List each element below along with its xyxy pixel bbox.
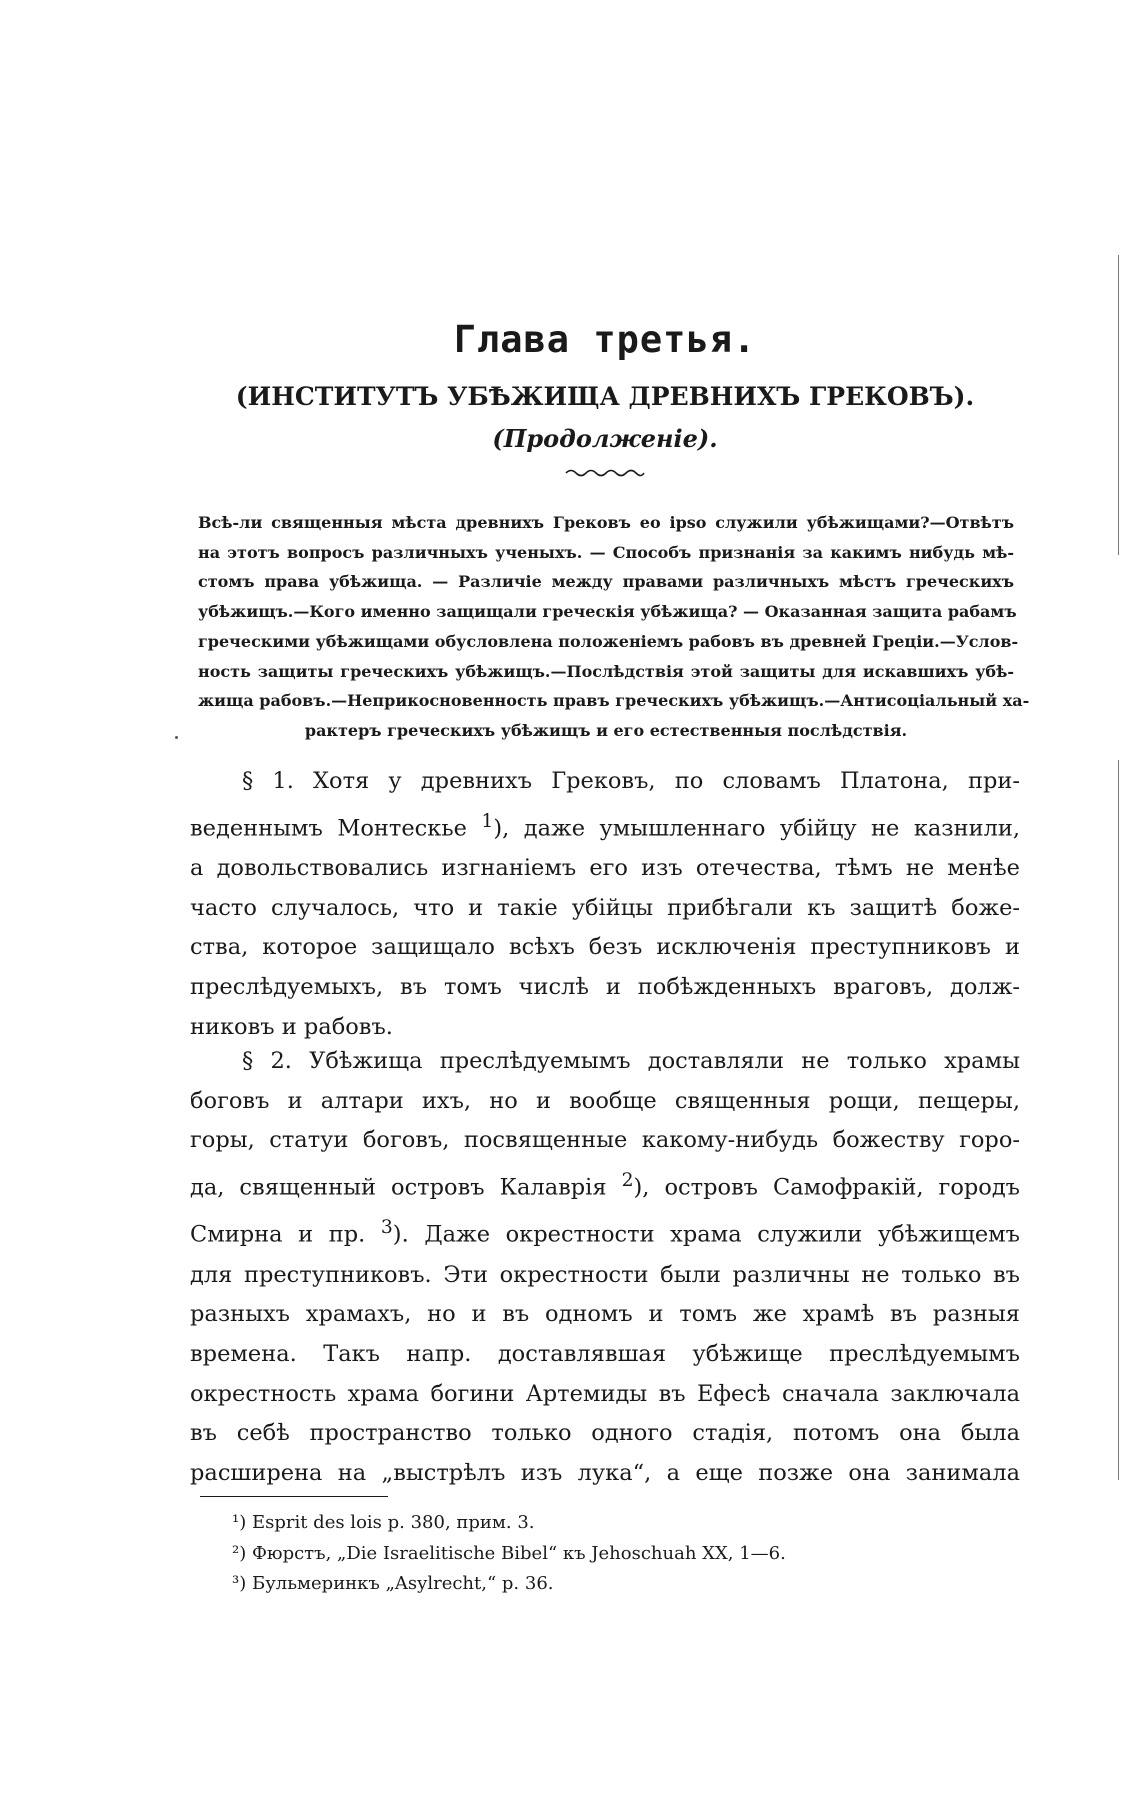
paragraph-line: времена. Такъ напр. доставлявшая убѣжище преслѣдуемымъ — [190, 1340, 1020, 1367]
footnotes — [232, 1508, 1012, 1600]
summary-line: убѣжищъ.—Кого именно защищали греческія убѣжища? — Оказанная защита рабамъ — [198, 602, 1017, 622]
scan-edge-line — [1118, 760, 1119, 1480]
footnote-ref: 3 — [380, 1217, 393, 1239]
paragraph-text: Смирна и пр. — [190, 1221, 366, 1248]
paragraph-1 — [190, 762, 1020, 1047]
paragraph-text: веденнымъ Монтескье — [190, 815, 467, 842]
paragraph-line: § 2. Убѣжища преслѣдуемымъ доставляли не только храмы — [242, 1048, 1020, 1074]
paragraph-line: никовъ и рабовъ. — [190, 1013, 393, 1040]
footnote-ref: 1 — [481, 810, 494, 832]
paragraph-line: окрестность храма богини Артемиды въ Ефесѣ сначала заключала — [190, 1380, 1020, 1407]
book-page — [190, 0, 1030, 1817]
paragraph-line — [190, 1208, 1020, 1255]
paragraph-line: часто случалось, что и такіе убійцы прибѣгали къ защитѣ боже- — [190, 894, 1020, 921]
paragraph-line: ства, которое защищало всѣхъ безъ исключенія преступниковъ и — [190, 934, 1020, 961]
chapter-continuation: (Продолженіе). — [492, 424, 718, 453]
scan-speck — [175, 736, 178, 739]
summary-line: ность защиты греческихъ убѣжищъ.—Послѣдствія этой защиты для искавшихъ убѣ- — [198, 661, 1014, 681]
chapter-subtitle: (ИНСТИТУТЪ УБѢЖИЩА ДРЕВНИХЪ ГРЕКОВЪ). — [235, 382, 975, 411]
paragraph-line — [190, 1161, 1020, 1208]
paragraph-line: расширена на „выстрѣлъ изъ лука“, а еще позже она занимала — [190, 1460, 1020, 1487]
paragraph-text: ). Даже окрестности храма служили убѣжищемъ — [392, 1221, 1020, 1248]
paragraph-line: § 1. Хотя у древнихъ Грековъ, по словамъ Платона, при- — [242, 768, 1020, 794]
paragraph-2 — [190, 1042, 1020, 1494]
paragraph-line: для преступниковъ. Эти окрестности были различны не только въ — [190, 1261, 1020, 1288]
paragraph-text: ), даже умышленнаго убійцу не казнили, — [493, 815, 1021, 842]
paragraph-text: ), островъ Самофракій, городъ — [633, 1174, 1020, 1201]
footnote-ref: 2 — [621, 1170, 634, 1192]
chapter-title: Глава третья. — [453, 318, 757, 361]
summary-line: стомъ права убѣжища. — Различіе между правами различныхъ мѣстъ греческихъ — [198, 572, 1014, 592]
summary-line: на этотъ вопросъ различныхъ ученыхъ. — Способъ признанія за какимъ нибудь мѣ- — [198, 542, 1014, 562]
paragraph-text: да, священный островъ Калаврія — [190, 1174, 607, 1201]
paragraph-line: горы, статуи боговъ, посвященные какому-нибудь божеству горо- — [190, 1127, 1020, 1154]
summary-line: Всѣ-ли священныя мѣста древнихъ Грековъ eo ipso служили убѣжищами?—Отвѣтъ — [198, 513, 1014, 532]
paragraph-line: преслѣдуемыхъ, въ томъ числѣ и побѣжденныхъ враговъ, долж- — [190, 974, 1020, 1001]
summary-line: греческими убѣжищами обусловлена положеніемъ рабовъ въ древней Греціи.—Услов- — [198, 631, 1019, 651]
paragraph-line: разныхъ храмахъ, но и въ одномъ и томъ же храмѣ въ разныя — [190, 1301, 1020, 1328]
wavy-ornament-icon — [564, 466, 646, 480]
scan-edge-line — [1118, 255, 1119, 555]
paragraph-line — [190, 802, 1020, 849]
chapter-summary — [198, 508, 1030, 746]
footnote-divider — [200, 1496, 388, 1497]
summary-line: жища рабовъ.—Неприкосновенность правъ греческихъ убѣжищъ.—Антисоціальный ха- — [198, 691, 1030, 711]
footnote: ¹) Esprit des lois p. 380, прим. 3. — [232, 1512, 535, 1533]
paragraph-line: въ себѣ пространство только одного стадія, потомъ она была — [190, 1420, 1020, 1447]
footnote: ²) Фюрстъ, „Die Israelitische Bibel“ къ Jehoschuah XX, 1—6. — [232, 1542, 786, 1564]
summary-line: рактеръ греческихъ убѣжищъ и его естественныя послѣдствія. — [304, 720, 908, 740]
paragraph-line: а довольствовались изгнаніемъ его изъ отечества, тѣмъ не менѣе — [190, 854, 1020, 881]
paragraph-line: боговъ и алтари ихъ, но и вообще священныя рощи, пещеры, — [190, 1087, 1020, 1114]
footnote: ³) Бульмеринкъ „Asylrecht,“ p. 36. — [232, 1573, 554, 1594]
